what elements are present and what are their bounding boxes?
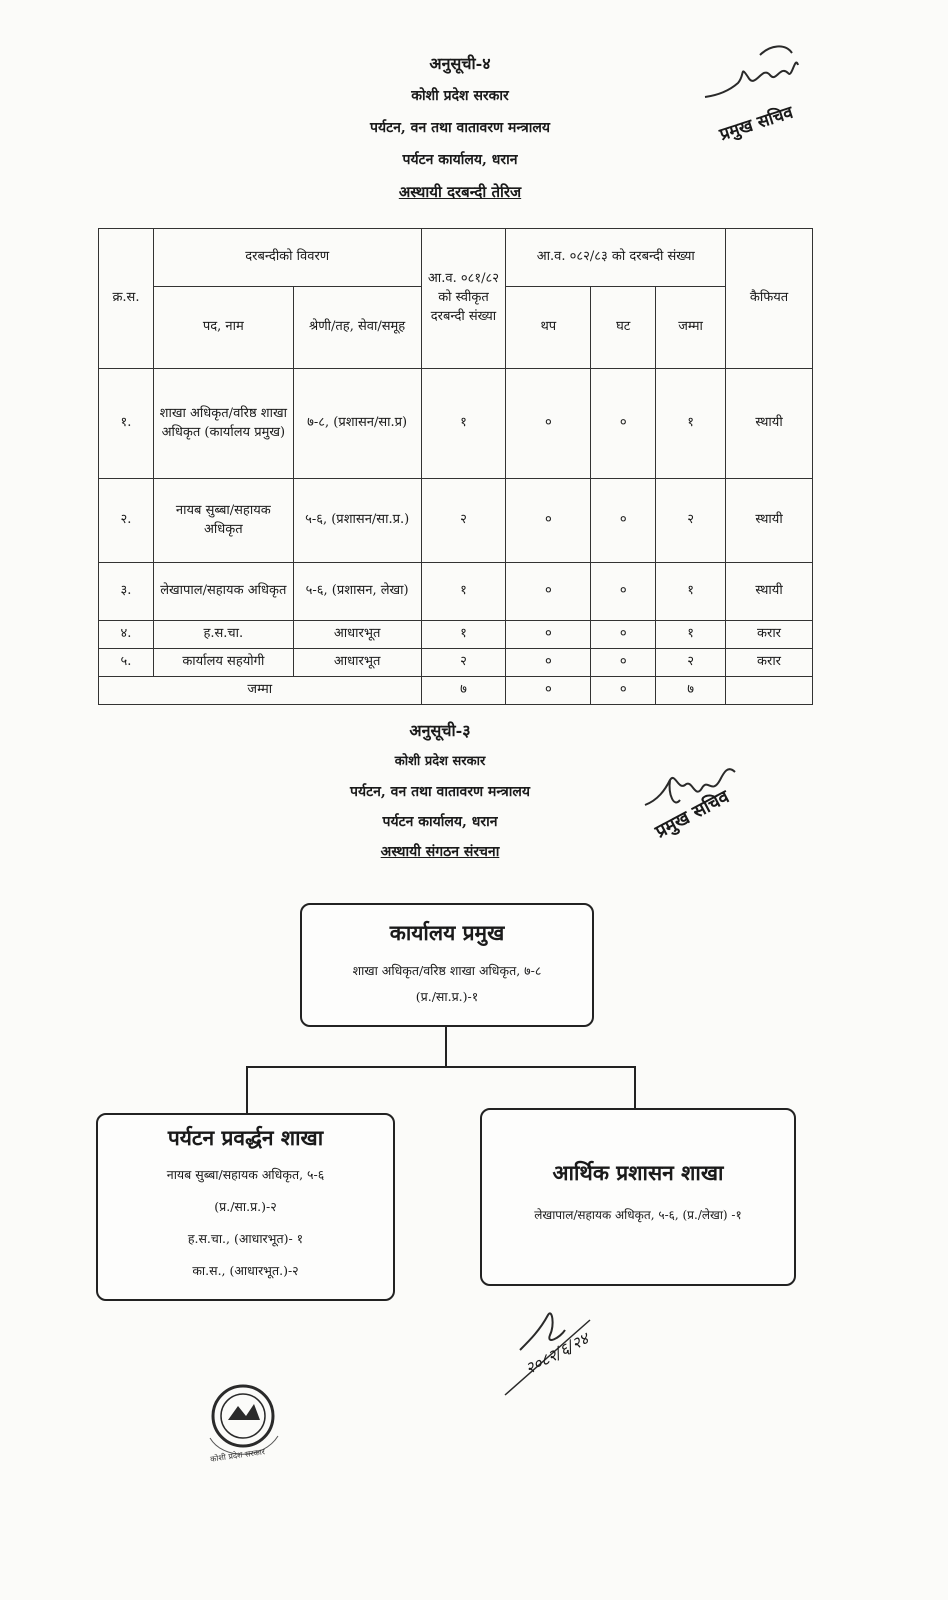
- cell-reduce: ०: [591, 369, 656, 479]
- connector-left-drop: [246, 1066, 248, 1114]
- annex4-government: कोशी प्रदेश सरकार: [411, 88, 509, 104]
- seal-text: कोशी प्रदेश सरकार: [209, 1447, 266, 1464]
- cell-add: ०: [506, 621, 591, 649]
- signature-1: [700, 35, 830, 155]
- cell-class: ५-६, (प्रशासन/सा.प्र.): [293, 479, 421, 563]
- cell-add: ०: [506, 479, 591, 563]
- cell-remarks: स्थायी: [726, 563, 813, 621]
- cell-post: लेखापाल/सहायक अधिकृत: [153, 563, 293, 621]
- signature-3: [500, 1300, 630, 1400]
- annex4-heading: अनुसूची-४: [429, 54, 491, 73]
- financial-admin-branch-box: [480, 1108, 796, 1286]
- header-post: पद, नाम: [153, 287, 293, 369]
- table-row: [99, 479, 813, 563]
- staff-table: [98, 228, 813, 705]
- office-head-line2: (प्र./सा.प्र.)-१: [415, 989, 479, 1004]
- signature-2: [640, 750, 780, 860]
- cell-sn: ३.: [99, 563, 154, 621]
- cell-total: १: [656, 621, 726, 649]
- table-row: [99, 563, 813, 621]
- office-head-title: कार्यालय प्रमुख: [389, 920, 505, 945]
- cell-remarks: स्थायी: [726, 369, 813, 479]
- cell-total-label: जम्मा: [99, 677, 422, 705]
- cell-add: ०: [506, 563, 591, 621]
- cell-total-reduce: ०: [591, 677, 656, 705]
- cell-remarks: करार: [726, 621, 813, 649]
- header-total: जम्मा: [656, 287, 726, 369]
- cell-add: ०: [506, 369, 591, 479]
- cell-post: नायब सुब्बा/सहायक अधिकृत: [153, 479, 293, 563]
- tourism-branch-title: पर्यटन प्रवर्द्धन शाखा: [167, 1125, 324, 1150]
- cell-total: १: [656, 563, 726, 621]
- cell-post: कार्यालय सहयोगी: [153, 649, 293, 677]
- header-fy-count: आ.व. ०८२/८३ को दरबन्दी संख्या: [506, 229, 726, 287]
- cell-total-approved: ७: [421, 677, 506, 705]
- signature-2-caption: प्रमुख सचिव: [652, 786, 733, 843]
- header-class: श्रेणी/तह, सेवा/समूह: [293, 287, 421, 369]
- tourism-branch-line4: का.स., (आधारभूत.)-२: [192, 1263, 299, 1278]
- cell-reduce: ०: [591, 479, 656, 563]
- tourism-branch-line3: ह.स.चा., (आधारभूत)- १: [187, 1231, 304, 1246]
- office-seal: [188, 1368, 298, 1478]
- header-approved: आ.व. ०८१/८२ को स्वीकृत दरबन्दी संख्या: [421, 229, 506, 369]
- cell-reduce: ०: [591, 649, 656, 677]
- cell-post: शाखा अधिकृत/वरिष्ठ शाखा अधिकृत (कार्यालय प्रमुख): [153, 369, 293, 479]
- signature-3-date: २०८२/६/२४: [521, 1328, 592, 1379]
- signature-1-scribble: [700, 35, 830, 155]
- header-remarks: कैफियत: [726, 229, 813, 369]
- office-head-line1: शाखा अधिकृत/वरिष्ठ शाखा अधिकृत, ७-८: [352, 963, 542, 978]
- cell-total: २: [656, 649, 726, 677]
- table-row: [99, 621, 813, 649]
- seal-emblem-icon: [188, 1368, 298, 1478]
- signature-1-caption: प्रमुख सचिव: [717, 102, 796, 146]
- connector-right-drop: [634, 1066, 636, 1108]
- tourism-branch-line1: नायब सुब्बा/सहायक अधिकृत, ५-६: [166, 1167, 325, 1182]
- cell-approved: १: [421, 621, 506, 649]
- header-add: थप: [506, 287, 591, 369]
- annex3-title: अस्थायी संगठन संरचना: [380, 844, 500, 860]
- cell-total: १: [656, 369, 726, 479]
- cell-remarks: स्थायी: [726, 479, 813, 563]
- cell-reduce: ०: [591, 621, 656, 649]
- annex3-heading: अनुसूची-३: [409, 721, 471, 740]
- table-total-row: [99, 677, 813, 705]
- cell-remarks: करार: [726, 649, 813, 677]
- annex4-header: [250, 48, 670, 208]
- cell-add: ०: [506, 649, 591, 677]
- cell-sn: ४.: [99, 621, 154, 649]
- cell-sn: १.: [99, 369, 154, 479]
- header-details: दरबन्दीको विवरण: [153, 229, 421, 287]
- cell-approved: १: [421, 563, 506, 621]
- cell-sn: ५.: [99, 649, 154, 677]
- cell-approved: २: [421, 649, 506, 677]
- annex3-ministry: पर्यटन, वन तथा वातावरण मन्त्रालय: [350, 784, 530, 800]
- cell-class: आधारभूत: [293, 649, 421, 677]
- financial-branch-line1: लेखापाल/सहायक अधिकृत, ५-६, (प्र./लेखा) -१: [534, 1208, 742, 1222]
- annex3-government: कोशी प्रदेश सरकार: [394, 754, 486, 769]
- annex3-header: [230, 715, 650, 867]
- connector-vertical-top: [445, 1025, 447, 1068]
- annex4-office: पर्यटन कार्यालय, धरान: [402, 152, 518, 168]
- table-row: [99, 649, 813, 677]
- connector-horizontal: [246, 1066, 636, 1068]
- cell-approved: २: [421, 479, 506, 563]
- cell-total-remarks: [726, 677, 813, 705]
- cell-total: २: [656, 479, 726, 563]
- cell-reduce: ०: [591, 563, 656, 621]
- tourism-promotion-branch-box: [96, 1113, 395, 1301]
- table-row: [99, 369, 813, 479]
- header-reduce: घट: [591, 287, 656, 369]
- header-sn: क्र.स.: [99, 229, 154, 369]
- cell-post: ह.स.चा.: [153, 621, 293, 649]
- financial-branch-title: आर्थिक प्रशासन शाखा: [552, 1160, 724, 1185]
- cell-total-total: ७: [656, 677, 726, 705]
- cell-class: आधारभूत: [293, 621, 421, 649]
- cell-sn: २.: [99, 479, 154, 563]
- cell-total-add: ०: [506, 677, 591, 705]
- office-head-box: [300, 903, 594, 1027]
- annex3-office: पर्यटन कार्यालय, धरान: [382, 814, 498, 830]
- cell-approved: १: [421, 369, 506, 479]
- cell-class: ७-८, (प्रशासन/सा.प्र): [293, 369, 421, 479]
- annex4-title: अस्थायी दरबन्दी तेरिज: [398, 183, 522, 201]
- cell-class: ५-६, (प्रशासन, लेखा): [293, 563, 421, 621]
- tourism-branch-line2: (प्र./सा.प्र.)-२: [214, 1199, 277, 1214]
- annex4-ministry: पर्यटन, वन तथा वातावरण मन्त्रालय: [370, 120, 550, 136]
